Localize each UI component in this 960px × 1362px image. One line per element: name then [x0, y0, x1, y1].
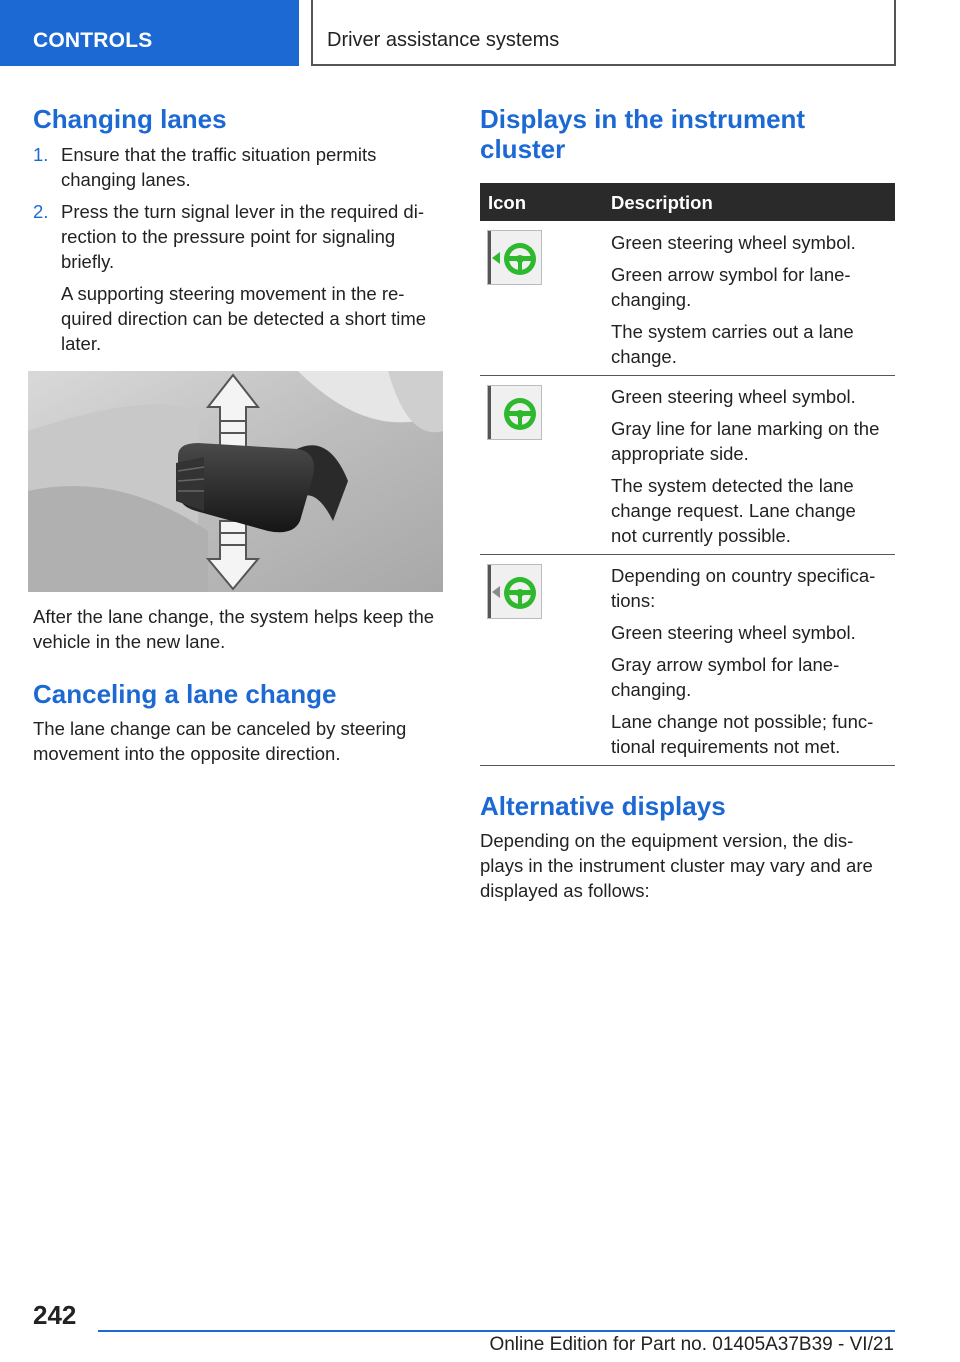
col-description-header: Description [611, 192, 713, 213]
edition-text: Online Edition for Part no. 01405A37B39 - VI/21 [489, 1334, 894, 1355]
step-text: Ensure that the traffic situation permits changing lanes. [61, 144, 377, 190]
green-steering-wheel-gray-arrow-icon [487, 564, 542, 619]
row-divider [480, 765, 895, 766]
canceling-heading: Canceling a lane change [33, 679, 337, 709]
chapter-title: Driver assistance systems [327, 29, 560, 51]
displays-heading: Displays in the instrument cluster [480, 104, 806, 164]
section-tab [0, 0, 299, 66]
page-number: 242 [33, 1300, 77, 1330]
green-steering-wheel-line-icon [487, 385, 542, 440]
turn-signal-lever-image [28, 371, 443, 592]
row-divider [480, 375, 895, 376]
section-title: CONTROLS [33, 29, 153, 52]
footer-divider [98, 1330, 895, 1332]
chapter-tab [311, 0, 896, 66]
step-number: 2. [33, 201, 49, 222]
step-number: 1. [33, 144, 49, 165]
alternative-displays-text: Depending on the equipment version, the dis‐ plays in the instrument cluster may vary and are displayed as follows: [480, 830, 873, 901]
alternative-displays-heading: Alternative displays [480, 791, 726, 821]
row-description: Green steering wheel symbol. Green arrow symbol for lane‐ changing. The system carries out a lane change. [611, 232, 856, 367]
changing-lanes-heading: Changing lanes [33, 104, 227, 134]
row-divider [480, 554, 895, 555]
step-note: A supporting steering movement in the re‐ quired direction can be detected a short time later. [61, 283, 427, 354]
row-description: Green steering wheel symbol. Gray line for lane marking on the appropriate side. The system detected the lane change request. Lane change not currently possible. [611, 386, 880, 546]
table-header [480, 183, 895, 221]
after-change-text: After the lane change, the system helps keep the vehicle in the new lane. [33, 606, 435, 652]
row-description: Depending on country specifica‐ tions: Green steering wheel symbol. Gray arrow symbol for lane‐ changing. Lane change not possible; func‐ tional requirements not met. [611, 565, 876, 757]
canceling-text: The lane change can be canceled by steering movement into the opposite direction. [33, 718, 407, 764]
col-icon-header: Icon [488, 192, 527, 213]
step-text: Press the turn signal lever in the required di‐ rection to the pressure point for signaling briefly. [61, 201, 424, 272]
green-steering-wheel-arrow-icon [487, 230, 542, 285]
